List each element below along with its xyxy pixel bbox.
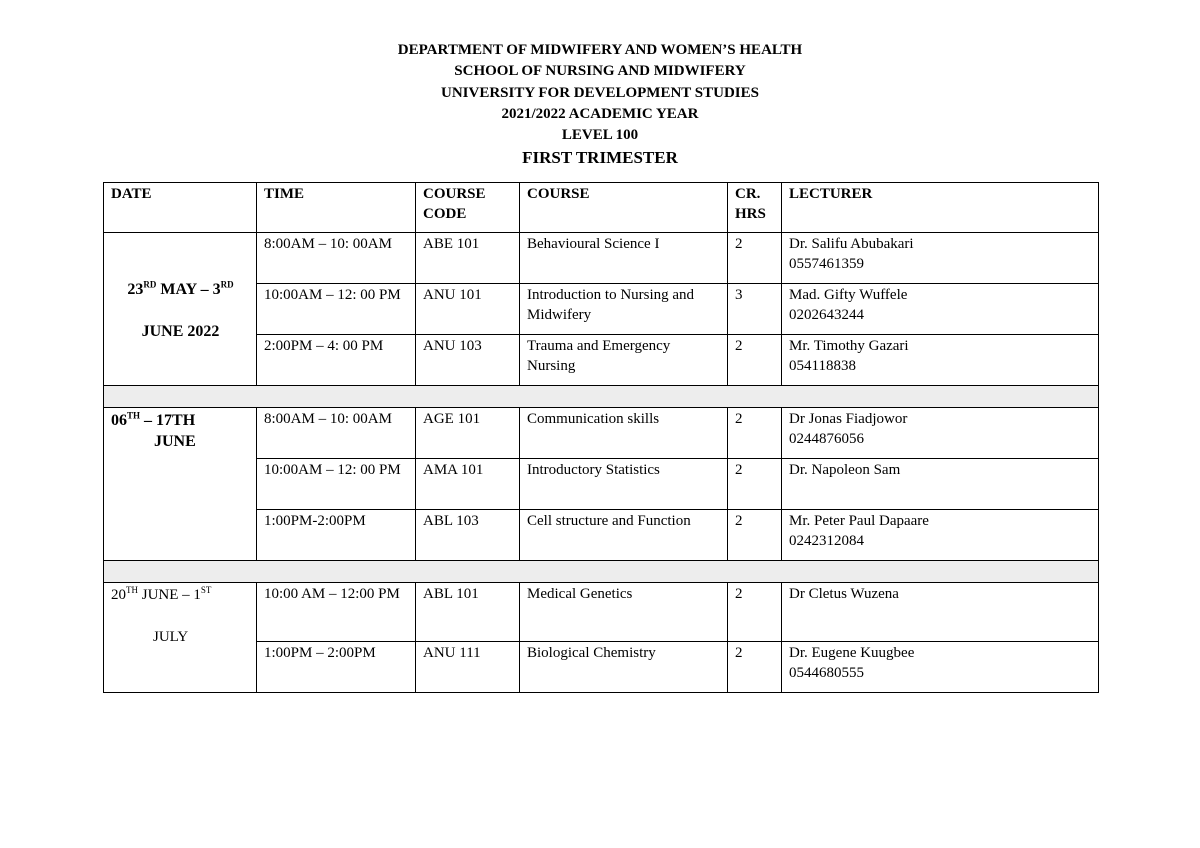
credit-hours-cell: 2: [728, 408, 782, 459]
header-text: HRS: [735, 205, 766, 222]
lecturer-name: Dr. Salifu Abubakari: [789, 236, 914, 252]
date-text: 23: [127, 280, 144, 298]
credit-hours-cell: 2: [728, 233, 782, 284]
credit-hours-column-header: [728, 183, 782, 233]
course-cell: Trauma and Emergency Nursing: [520, 335, 728, 386]
lecturer-name: Mad. Gifty Wuffele: [789, 287, 908, 303]
separator-cell: [104, 561, 1099, 583]
table-row: [104, 408, 1099, 459]
document-header: [0, 40, 1200, 170]
date-text: MAY – 3: [156, 280, 221, 298]
time-column-header: TIME: [257, 183, 416, 233]
school-title: SCHOOL OF NURSING AND MIDWIFERY: [454, 63, 746, 80]
date-suffix: ST: [200, 585, 212, 595]
header-text: CODE: [423, 205, 467, 222]
course-code-cell: ABE 101: [416, 233, 520, 284]
time-cell: 10:00 AM – 12:00 PM: [257, 583, 416, 642]
date-text: JULY: [153, 629, 189, 645]
course-code-cell: ABL 101: [416, 583, 520, 642]
credit-hours-cell: 2: [728, 459, 782, 510]
course-cell: Medical Genetics: [520, 583, 728, 642]
course-cell: Cell structure and Function: [520, 510, 728, 561]
time-cell: 8:00AM – 10: 00AM: [257, 233, 416, 284]
lecturer-name: Dr. Eugene Kuugbee: [789, 645, 915, 661]
date-suffix: TH: [126, 585, 138, 595]
lecturer-phone: 0244876056: [789, 430, 864, 447]
lecturer-name: Mr. Timothy Gazari: [789, 338, 909, 354]
date-cell: [104, 408, 257, 561]
time-cell: 8:00AM – 10: 00AM: [257, 408, 416, 459]
lecturer-cell: [782, 335, 1099, 386]
lecturer-name: Dr. Napoleon Sam: [789, 462, 901, 478]
lecturer-phone: 0557461359: [789, 255, 864, 272]
time-cell: 2:00PM – 4: 00 PM: [257, 335, 416, 386]
lecturer-cell: [782, 408, 1099, 459]
date-text: 20: [111, 587, 126, 603]
lecturer-name: Dr Jonas Fiadjowor: [789, 411, 908, 427]
lecturer-name: Mr. Peter Paul Dapaare: [789, 513, 929, 529]
date-suffix: RD: [143, 279, 157, 290]
table-header-row: [104, 183, 1099, 233]
trimester-title: FIRST TRIMESTER: [522, 148, 678, 168]
time-cell: 10:00AM – 12: 00 PM: [257, 459, 416, 510]
course-cell: Introduction to Nursing and Midwifery: [520, 284, 728, 335]
course-cell: Introductory Statistics: [520, 459, 728, 510]
lecturer-phone: 054118838: [789, 357, 856, 374]
table-row: [104, 233, 1099, 284]
table-row: [104, 583, 1099, 642]
course-column-header: COURSE: [520, 183, 728, 233]
header-text: COURSE: [423, 186, 486, 202]
level-title: LEVEL 100: [561, 127, 639, 144]
date-cell: [104, 233, 257, 386]
header-text: CR.: [735, 186, 761, 202]
lecturer-column-header: LECTURER: [782, 183, 1099, 233]
date-text: 06: [111, 412, 127, 429]
lecturer-phone: 0242312084: [789, 532, 864, 549]
time-cell: 10:00AM – 12: 00 PM: [257, 284, 416, 335]
date-suffix: RD: [220, 279, 234, 290]
university-title: UNIVERSITY FOR DEVELOPMENT STUDIES: [441, 84, 759, 101]
date-text: – 17TH: [140, 412, 196, 429]
separator-row: [104, 386, 1099, 408]
separator-cell: [104, 386, 1099, 408]
academic-year: 2021/2022 ACADEMIC YEAR: [501, 105, 699, 122]
course-code-column-header: [416, 183, 520, 233]
course-cell: Biological Chemistry: [520, 642, 728, 693]
course-code-cell: ANU 101: [416, 284, 520, 335]
time-cell: 1:00PM-2:00PM: [257, 510, 416, 561]
date-column-header: DATE: [104, 183, 257, 233]
course-code-cell: ABL 103: [416, 510, 520, 561]
date-suffix: TH: [127, 410, 141, 421]
course-cell: Communication skills: [520, 408, 728, 459]
credit-hours-cell: 2: [728, 335, 782, 386]
course-code-cell: AMA 101: [416, 459, 520, 510]
lecturer-cell: [782, 510, 1099, 561]
date-text: JUNE – 1: [138, 587, 201, 603]
lecturer-name: Dr Cletus Wuzena: [789, 586, 899, 602]
credit-hours-cell: 2: [728, 642, 782, 693]
lecturer-phone: 0544680555: [789, 664, 864, 681]
credit-hours-cell: 2: [728, 510, 782, 561]
credit-hours-cell: 3: [728, 284, 782, 335]
lecturer-cell: [782, 233, 1099, 284]
date-text: JUNE 2022: [141, 322, 220, 340]
course-code-cell: ANU 111: [416, 642, 520, 693]
timetable: [103, 182, 1099, 693]
lecturer-cell: [782, 284, 1099, 335]
separator-row: [104, 561, 1099, 583]
lecturer-cell: [782, 583, 1099, 642]
lecturer-cell: [782, 459, 1099, 510]
lecturer-phone: 0202643244: [789, 306, 864, 323]
credit-hours-cell: 2: [728, 583, 782, 642]
course-code-cell: AGE 101: [416, 408, 520, 459]
lecturer-cell: [782, 642, 1099, 693]
course-code-cell: ANU 103: [416, 335, 520, 386]
department-title: DEPARTMENT OF MIDWIFERY AND WOMEN’S HEALTH: [397, 42, 803, 58]
time-cell: 1:00PM – 2:00PM: [257, 642, 416, 693]
course-cell: Behavioural Science I: [520, 233, 728, 284]
date-cell: [104, 583, 257, 693]
date-text: JUNE: [154, 433, 196, 450]
